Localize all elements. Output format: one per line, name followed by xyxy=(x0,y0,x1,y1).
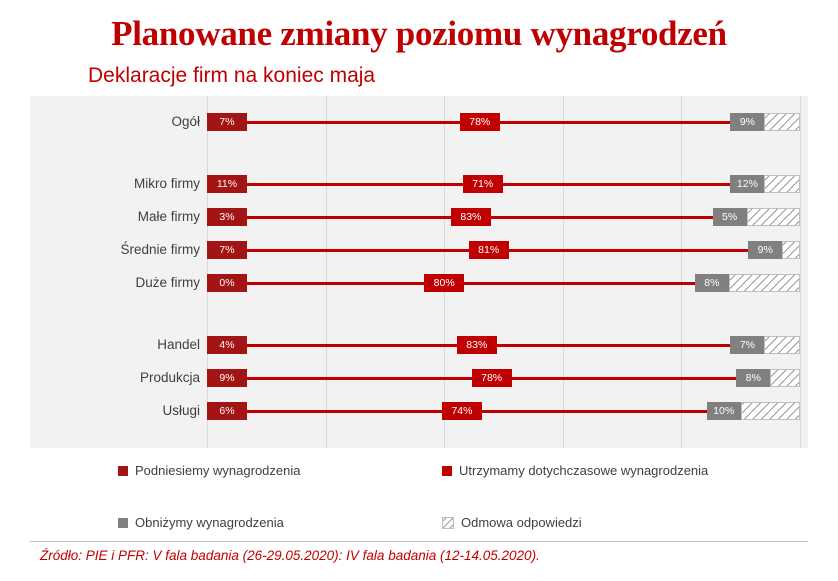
bar-label-increase: 3% xyxy=(219,211,235,223)
legend-swatch-icon xyxy=(118,518,128,528)
bar-label-increase: 11% xyxy=(216,178,238,190)
bar-segment-refusal xyxy=(741,402,800,420)
legend-swatch-icon xyxy=(442,466,452,476)
gridline xyxy=(681,96,682,448)
bar-connector xyxy=(207,282,729,285)
bar-label-decrease: 10% xyxy=(713,405,735,417)
legend-label: Podniesiemy wynagrodzenia xyxy=(135,463,301,479)
bar-label-decrease: 7% xyxy=(739,339,755,351)
chart-subtitle: Deklaracje firm na koniec maja xyxy=(88,64,376,87)
bar-label-decrease: 8% xyxy=(704,277,720,289)
bar-label-maintain: 80% xyxy=(433,277,455,289)
bar-label-maintain: 83% xyxy=(466,339,488,351)
category-label: Usługi xyxy=(162,403,200,418)
bar-label-maintain: 71% xyxy=(472,178,494,190)
table-row xyxy=(0,113,838,131)
bar-label-increase: 7% xyxy=(219,244,235,256)
table-row xyxy=(0,241,838,259)
legend-item-3 xyxy=(442,514,582,530)
bar-label-maintain: 78% xyxy=(469,116,491,128)
bar-label-decrease: 12% xyxy=(736,178,758,190)
table-row xyxy=(0,208,838,226)
bar-segment-refusal xyxy=(764,113,800,131)
bar-label-decrease: 9% xyxy=(757,244,773,256)
table-row xyxy=(0,175,838,193)
bar-segment-refusal xyxy=(747,208,800,226)
legend-label: Utrzymamy dotychczasowe wynagrodzenia xyxy=(459,463,709,479)
legend-item-0 xyxy=(118,462,300,478)
legend-label: Obniżymy wynagrodzenia xyxy=(135,515,284,531)
category-label: Średnie firmy xyxy=(120,242,200,257)
legend-swatch-icon xyxy=(442,517,454,529)
category-label: Małe firmy xyxy=(137,209,200,224)
table-row xyxy=(0,369,838,387)
bar-segment-refusal xyxy=(764,175,800,193)
category-label: Duże firmy xyxy=(135,275,200,290)
gridline xyxy=(326,96,327,448)
legend-item-1 xyxy=(442,462,708,478)
bar-label-increase: 0% xyxy=(219,277,235,289)
chart-legend xyxy=(0,452,838,532)
plot-area-background xyxy=(30,96,808,448)
table-row xyxy=(0,336,838,354)
bar-label-maintain: 83% xyxy=(460,211,482,223)
legend-swatch-icon xyxy=(118,466,128,476)
gridline xyxy=(207,96,208,448)
gridline xyxy=(444,96,445,448)
gridline xyxy=(800,96,801,448)
bar-label-decrease: 5% xyxy=(722,211,738,223)
table-row xyxy=(0,274,838,292)
bar-label-increase: 6% xyxy=(219,405,235,417)
bar-segment-refusal xyxy=(770,369,800,387)
source-note: Źródło: PIE i PFR: V fala badania (26-29.05.2020): IV fala badania (12-14.05.2020). xyxy=(40,548,540,563)
bar-label-decrease: 9% xyxy=(739,116,755,128)
bar-label-maintain: 81% xyxy=(478,244,500,256)
source-divider xyxy=(30,541,808,542)
bar-label-increase: 7% xyxy=(219,116,235,128)
category-label: Mikro firmy xyxy=(134,176,200,191)
bar-label-increase: 4% xyxy=(219,339,235,351)
bar-label-decrease: 8% xyxy=(745,372,761,384)
table-row xyxy=(0,402,838,420)
bar-segment-refusal xyxy=(729,274,800,292)
bar-label-increase: 9% xyxy=(219,372,235,384)
category-label: Produkcja xyxy=(139,370,200,385)
bar-label-maintain: 74% xyxy=(451,405,473,417)
category-label: Ogół xyxy=(171,114,200,129)
bar-label-maintain: 78% xyxy=(481,372,503,384)
category-label: Handel xyxy=(157,337,200,352)
legend-label: Odmowa odpowiedzi xyxy=(461,515,582,531)
legend-item-2 xyxy=(118,514,284,530)
gridline xyxy=(563,96,564,448)
bar-segment-refusal xyxy=(764,336,800,354)
page-title: Planowane zmiany poziomu wynagrodzeń xyxy=(111,14,727,53)
